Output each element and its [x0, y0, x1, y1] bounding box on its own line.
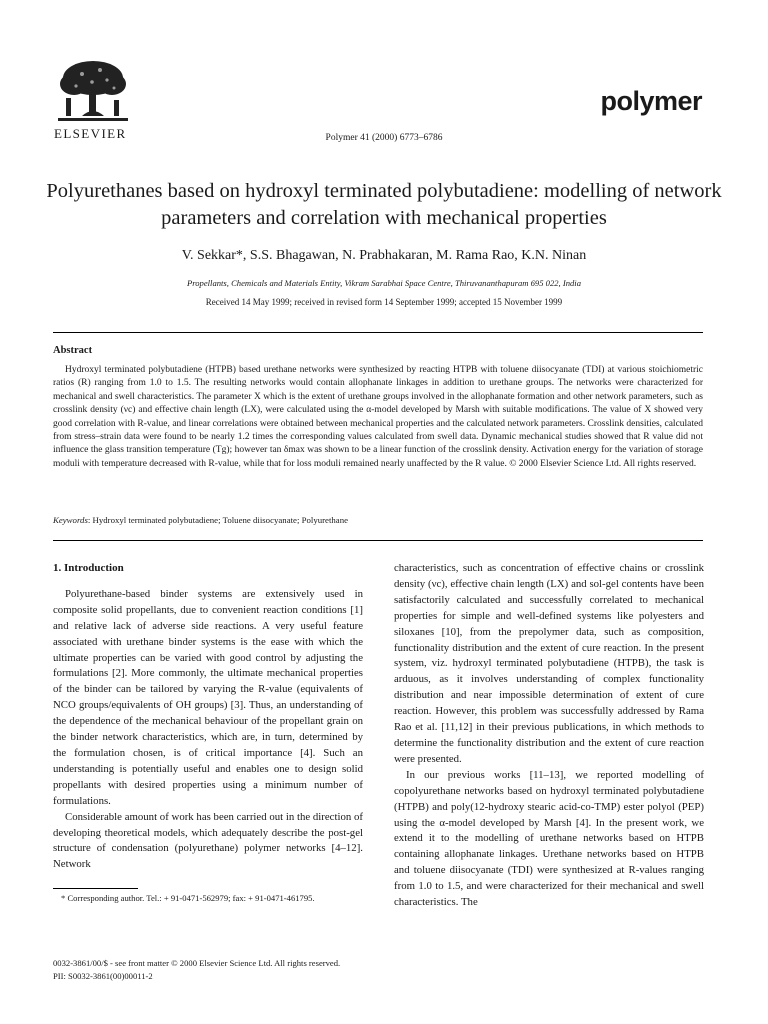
- copyright-block: [53, 957, 703, 983]
- issn-line: 0032-3861/00/$ - see front matter © 2000 Elsevier Science Ltd. All rights reserved.: [53, 958, 341, 968]
- body-column-right: [394, 561, 704, 911]
- received-dates: Received 14 May 1999; received in revised form 14 September 1999; accepted 15 November 1999: [205, 297, 563, 307]
- abstract-heading: Abstract: [53, 345, 93, 356]
- article-title: Polyurethanes based on hydroxyl terminated polybutadiene: modelling of network parameters and correlation with mechanical properties: [46, 180, 722, 229]
- footnote-divider: [53, 888, 138, 889]
- section-heading: 1. Introduction: [53, 562, 124, 574]
- keywords-list: : Hydroxyl terminated polybutadiene; Toluene diisocyanate; Polyurethane: [87, 515, 349, 525]
- keywords-line: [53, 515, 703, 525]
- body-column-left: [53, 561, 363, 873]
- corresponding-author-footnote: * Corresponding author. Tel.: + 91-0471-562979; fax: + 91-0471-461795.: [61, 893, 315, 903]
- body-paragraph: characteristics, such as concentration of effective chains or crosslink density (νc), effective chain length (LX) and sol-gel contents have been satisfactorily calculated and successfully correlated to mechanical properties for simple and well-defined systems like polyesters and siloxanes [10], from the prepolymer data, such as composition, functionality distribution and the extent of cure reaction. In the present system, viz. hydroxyl terminated polybutadiene (HTPB), the task is arduous, as it involves understanding of complex functionality distribution and near impossible determination of extent of cure reaction. However, this problem was successfully addressed by Rama Rao et al. [11,12] in their previous publications, in which methods to determine the functionality distribution and the extent of cure reaction were presented.: [394, 562, 704, 765]
- journal-reference: Polymer 41 (2000) 6773–6786: [325, 133, 443, 143]
- body-paragraph: In our previous works [11–13], we reported modelling of copolyurethane networks based on hydroxyl terminated polybutadiene (HTPB) and poly(12-hydroxy stearic acid-co-TMP) ester polyol (PEP) using the α-model developed by Marsh [4]. In the present work, we extend it to the modelling of urethane networks based on HTPB containing allophanate linkages. Urethane networks based on HTPB and toluene diisocyanate (TDI) were synthesized at R-values ranging from 1.0 to 1.5, and were characterized for their mechanical and swell characteristics. The: [394, 768, 704, 909]
- author-list: V. Sekkar*, S.S. Bhagawan, N. Prabhakaran, M. Rama Rao, K.N. Ninan: [181, 248, 587, 263]
- keywords-label: Keywords: [53, 515, 88, 525]
- divider: [53, 332, 703, 333]
- journal-brand-logo: polymer: [600, 86, 702, 116]
- body-paragraph: Polyurethane-based binder systems are extensively used in composite solid propellants, due to convenient reaction conditions [1] and relative lack of adverse side reactions. A very useful feature associated with urethane binder systems is the ease with which the ultimate properties can be varied with good control by adjusting the formulations [2]. More commonly, the ultimate mechanical properties of the binder can be tailored by varying the R-value (equivalents of NCO groups/equivalents of OH groups) [3]. Thus, an understanding of the dependence of the mechanical behaviour of the propellant grain on the binder network characteristics, which are, in turn, determined by the formulation chosen, is of critical importance [4]. Such an understanding is potentially useful and enables one to design solid propellants with desired properties using a minimum number of formulations.: [53, 587, 363, 807]
- author-affiliation: Propellants, Chemicals and Materials Entity, Vikram Sarabhai Space Centre, Thiruvananthapuram 695 022, India: [186, 278, 581, 288]
- divider: [53, 540, 703, 541]
- body-paragraph: Considerable amount of work has been carried out in the direction of developing theoretical models, which adequately describe the post-gel structure of condensation (polyurethane) polymer networks [4–12]. Network: [53, 810, 363, 871]
- abstract-text: Hydroxyl terminated polybutadiene (HTPB) based urethane networks were synthesized by reacting HTPB with toluene diisocyanate (TDI) at various stoichiometric ratios (R) ranging from 1.0 to 1.5. The resulting networks would contain allophanate linkages in addition to urethane groups. The networks were characterized for mechanical and swell characteristics. The parameter X which is the extent of urethane groups involved in the allophanate formation and other network parameters, such as crosslink density (νc) and effective chain length (LX), were calculated using the α-model developed by Marsh with suitable modifications. The value of X showed very good correlation with R-value, and linear correlations were obtained between mechanical properties and the calculated network parameters. Crosslink densities, calculated from stress–strain data were found to be nearly 1.2 times the corresponding values calculated from swell data. Dynamic mechanical studies showed that R value did not influence the glass transition temperature (Tg); however tan δmax was shown to be a linear function of the crosslink density. Activation energy for the variation of storage moduli with temperature decreased with R-value, while that for loss moduli remained nearly unaffected by the R value. © 2000 Elsevier Science Ltd. All rights reserved.: [53, 365, 703, 469]
- elsevier-tree-logo: [52, 58, 134, 128]
- pii-line: PII: S0032-3861(00)00011-2: [53, 971, 153, 981]
- publisher-name: ELSEVIER: [54, 126, 127, 141]
